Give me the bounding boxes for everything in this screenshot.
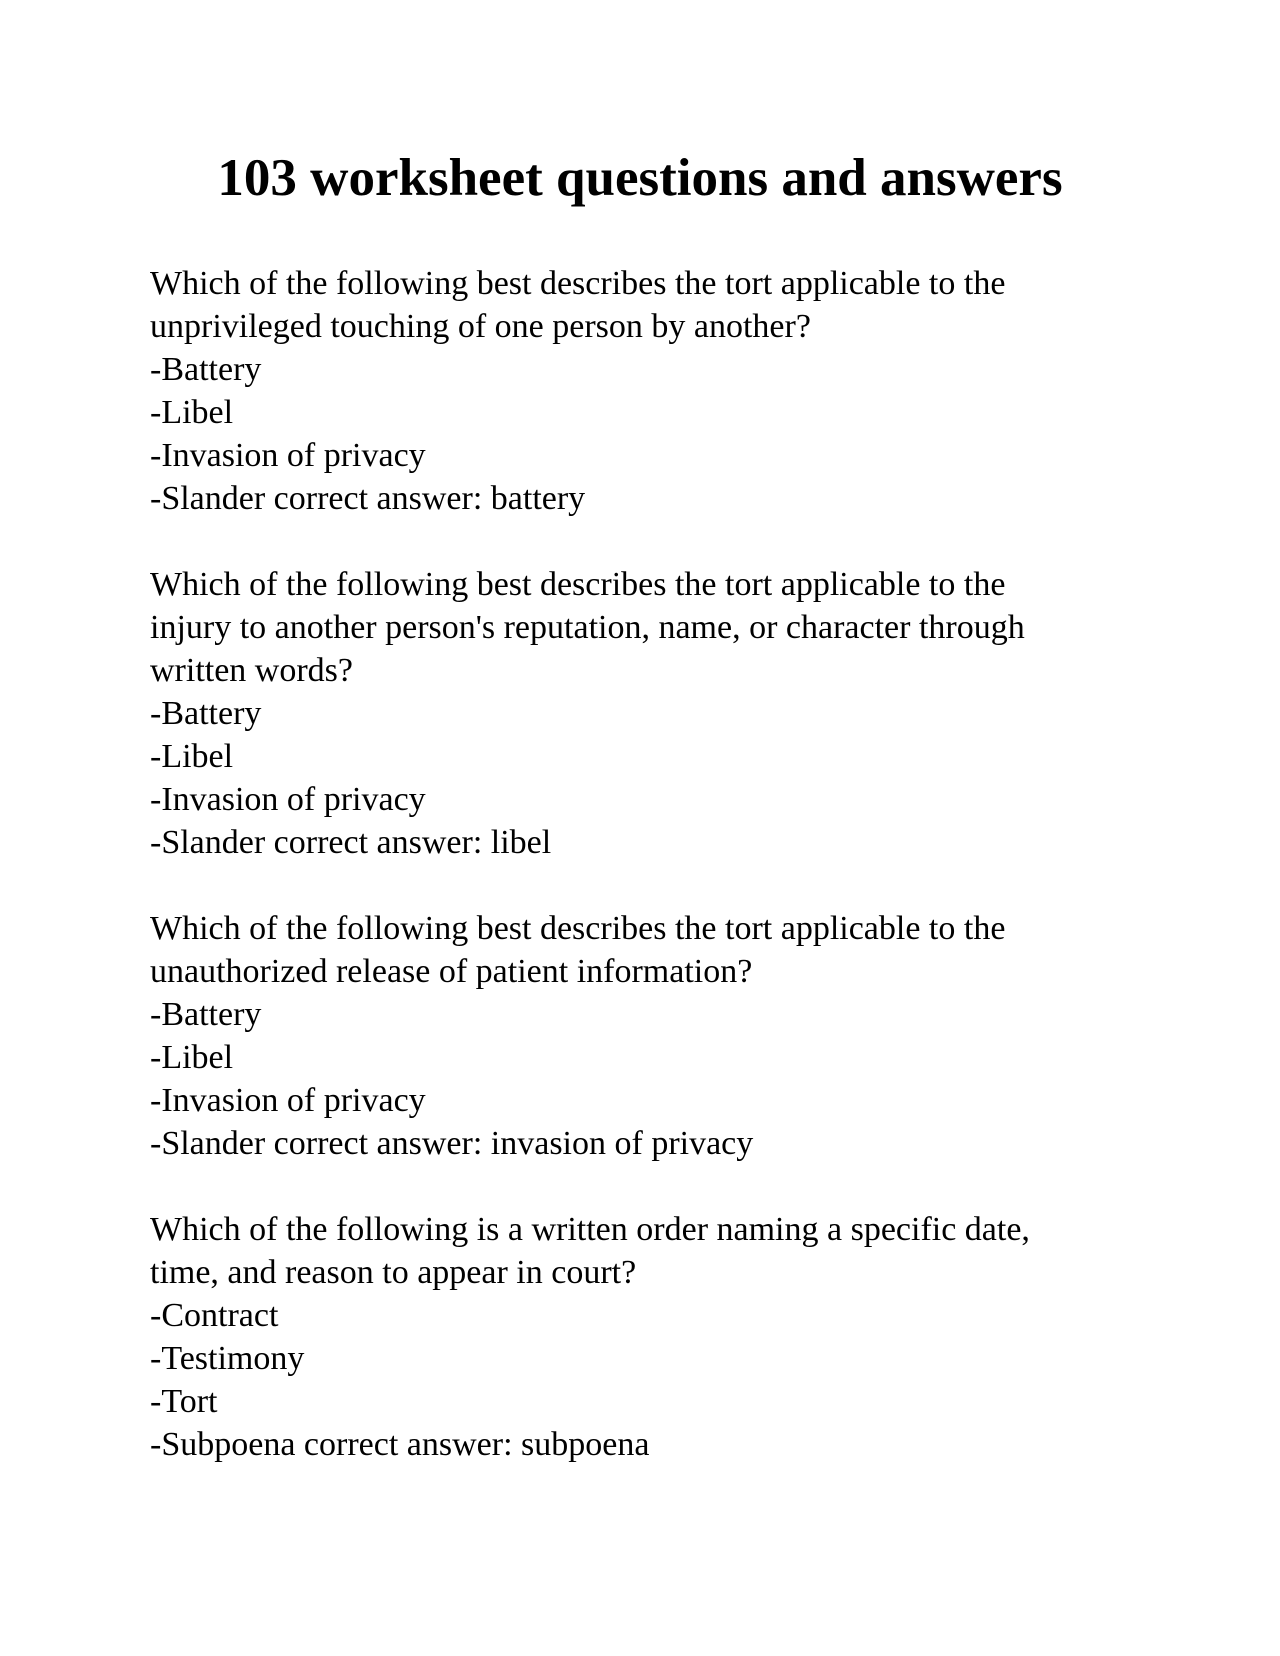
document-title: 103 worksheet questions and answers xyxy=(217,149,1063,207)
option-line: -Tort xyxy=(150,1383,218,1420)
question-line: injury to another person's reputation, name, or character through xyxy=(150,609,1025,646)
answer-line: -Subpoena correct answer: subpoena xyxy=(150,1426,650,1463)
question-line: Which of the following best describes the tort applicable to the xyxy=(150,910,1006,947)
option-line: -Testimony xyxy=(150,1340,305,1377)
question-line: unauthorized release of patient information? xyxy=(150,953,753,990)
question-line: Which of the following is a written order naming a specific date, xyxy=(150,1211,1030,1248)
question-block-2 xyxy=(150,563,1150,864)
option-line: -Libel xyxy=(150,1039,234,1076)
question-block-3 xyxy=(150,907,1150,1165)
option-line: -Invasion of privacy xyxy=(150,437,426,474)
option-line: -Battery xyxy=(150,351,262,388)
question-line: unprivileged touching of one person by another? xyxy=(150,308,811,345)
question-block-4 xyxy=(150,1208,1150,1466)
option-line: -Contract xyxy=(150,1297,279,1334)
option-line: -Invasion of privacy xyxy=(150,1082,426,1119)
document-content xyxy=(150,262,1150,1509)
question-line: Which of the following best describes the tort applicable to the xyxy=(150,566,1006,603)
option-line: -Battery xyxy=(150,996,262,1033)
option-line: -Libel xyxy=(150,394,234,431)
answer-line: -Slander correct answer: libel xyxy=(150,824,552,861)
question-line: written words? xyxy=(150,652,354,689)
answer-line: -Slander correct answer: battery xyxy=(150,480,586,517)
option-line: -Invasion of privacy xyxy=(150,781,426,818)
option-line: -Battery xyxy=(150,695,262,732)
question-line: time, and reason to appear in court? xyxy=(150,1254,637,1291)
question-block-1 xyxy=(150,262,1150,520)
answer-line: -Slander correct answer: invasion of privacy xyxy=(150,1125,754,1162)
option-line: -Libel xyxy=(150,738,234,775)
question-line: Which of the following best describes the tort applicable to the xyxy=(150,265,1006,302)
